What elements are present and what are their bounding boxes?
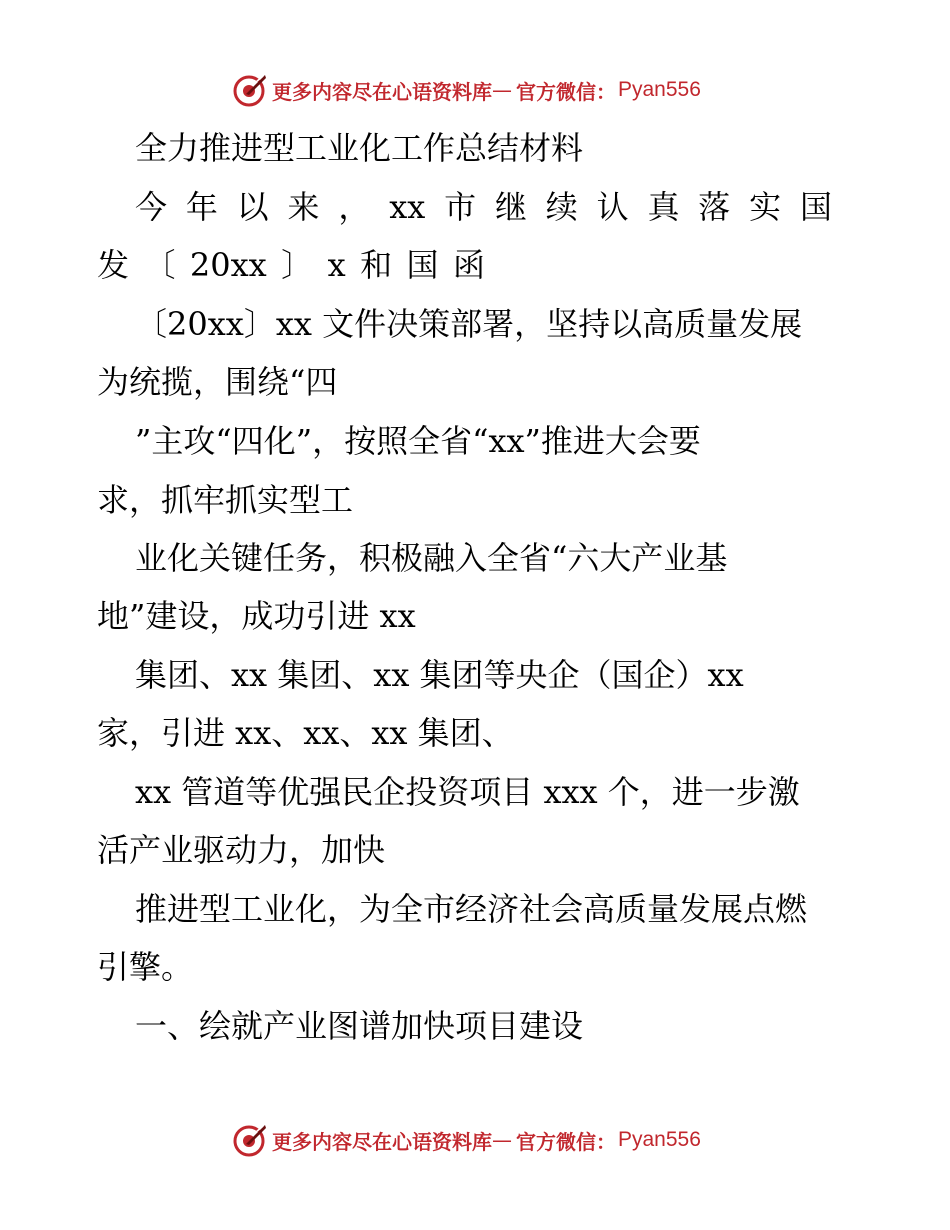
watermark-banner-top [232, 70, 712, 110]
document-title: 全力推进型工业化工作总结材料 [135, 129, 584, 167]
watermark-text: 更多内容尽在心语资料库 [272, 79, 492, 104]
document-line: 地”建设，成功引进 xx [97, 597, 416, 635]
section-heading: 一、绘就产业图谱加快项目建设 [135, 1007, 584, 1045]
watermark-wechat-label: 官方微信： [516, 79, 616, 104]
document-line: ”主攻“四化”，按照全省“xx”推进大会要 [135, 422, 701, 460]
document-line: 求，抓牢抓实型工 [97, 481, 354, 519]
document-line: 集团、xx 集团、xx 集团等央企（国企）xx [135, 656, 744, 694]
watermark-separator: — [492, 78, 512, 102]
document-line: 活产业驱动力，加快 [97, 831, 386, 869]
document-line: 〔20xx〕xx 文件决策部署，坚持以高质量发展 [135, 305, 803, 343]
document-line: xx 管道等优强民企投资项目 xxx 个，进一步激 [135, 773, 800, 811]
watermark-account: Pyan556 [618, 1128, 701, 1151]
document-line: 推进型工业化，为全市经济社会高质量发展点燃 [135, 890, 808, 928]
watermark-account: Pyan556 [618, 78, 701, 101]
document-line: 业化关键任务，积极融入全省“六大产业基 [135, 539, 728, 577]
watermark-wechat-label: 官方微信： [516, 1129, 616, 1154]
document-line: 引擎。 [97, 948, 194, 986]
document-line: 今年以来，xx市继续认真落实国 [135, 188, 832, 226]
quill-logo-icon [232, 72, 268, 108]
document-line: 为统揽，围绕“四 [97, 363, 338, 401]
document-line: 发〔20xx〕x和国函 [97, 246, 485, 284]
quill-logo-icon [232, 1122, 268, 1158]
watermark-separator: — [492, 1128, 512, 1152]
document-line: 家，引进 xx、xx、xx 集团、 [97, 714, 514, 752]
watermark-text: 更多内容尽在心语资料库 [272, 1129, 492, 1154]
watermark-banner-bottom [232, 1120, 712, 1160]
